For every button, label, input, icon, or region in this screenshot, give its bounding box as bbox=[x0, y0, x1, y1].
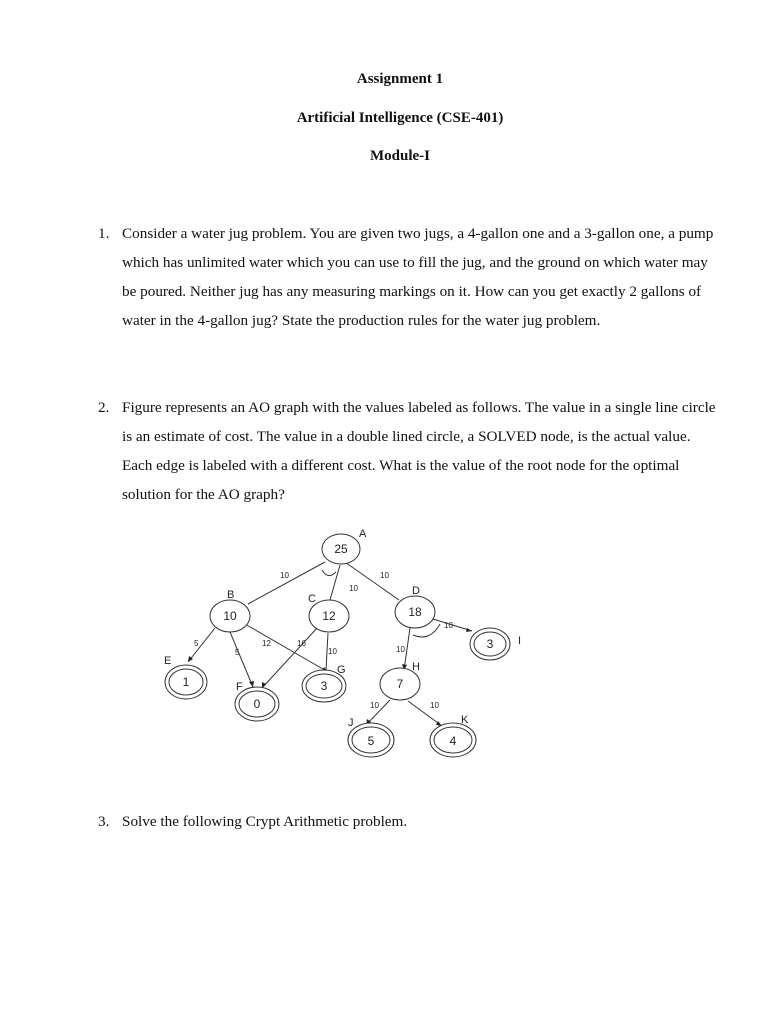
node-value-i: 3 bbox=[486, 637, 494, 651]
question-number: 3. bbox=[98, 813, 110, 830]
edge-label-cf: 16 bbox=[297, 639, 306, 648]
node-letter-f: F bbox=[236, 681, 243, 693]
edge-label-ad: 10 bbox=[380, 571, 389, 580]
node-value-e: 1 bbox=[182, 675, 190, 689]
edge-b-e bbox=[188, 628, 215, 662]
question-text: Solve the following Crypt Arithmetic problem. bbox=[122, 813, 408, 830]
edge-b-f bbox=[230, 632, 253, 687]
edge-a-d bbox=[342, 560, 399, 600]
edge-label-di: 10 bbox=[444, 621, 453, 630]
edge-label-ac: 10 bbox=[349, 584, 358, 593]
node-letter-i: I bbox=[518, 635, 522, 647]
assignment-title: Assignment 1 bbox=[356, 71, 444, 87]
node-letter-e: E bbox=[164, 655, 172, 667]
module-title: Module-I bbox=[370, 148, 430, 164]
node-letter-c: C bbox=[308, 593, 316, 605]
node-value-g: 3 bbox=[320, 679, 328, 693]
question-text: Consider a water jug problem. You are given two jugs, a 4-gallon one and a 3-gallon one, a pump which has unlimited water which you can use to fill the jug, and the ground on which water may be poured. Neither jug has any measuring markings on it. How can you get exactly 2 gallons of water in the 4-gallon jug? State the production rules for the water jug problem. bbox=[122, 225, 714, 329]
node-letter-j: J bbox=[348, 717, 354, 729]
node-value-c: 12 bbox=[322, 609, 336, 623]
node-value-b: 10 bbox=[223, 609, 237, 623]
edge-b-g bbox=[245, 624, 328, 672]
edge-label-dh: 10 bbox=[396, 645, 405, 654]
arrow-head bbox=[249, 681, 254, 687]
node-value-h: 7 bbox=[396, 677, 404, 691]
node-value-f: 0 bbox=[253, 697, 261, 711]
course-title: Artificial Intelligence (CSE-401) bbox=[296, 110, 504, 126]
node-letter-g: G bbox=[337, 664, 346, 676]
node-letter-d: D bbox=[412, 585, 420, 597]
and-arc-a bbox=[322, 570, 336, 576]
edge-label-cg: 10 bbox=[328, 647, 337, 656]
edge-label-bg: 12 bbox=[262, 639, 271, 648]
question-text: Figure represents an AO graph with the values labeled as follows. The value in a single line circle is an estimate of cost. The value in a double lined circle, a SOLVED node, is the actual value. Each edge is labeled with a different cost. What is the value of the root node for the optimal solution for the AO graph? bbox=[122, 399, 716, 503]
question-1 bbox=[98, 219, 718, 335]
node-letter-b: B bbox=[227, 589, 235, 601]
node-value-a: 25 bbox=[334, 542, 348, 556]
arrow-head bbox=[466, 628, 472, 632]
node-value-d: 18 bbox=[408, 605, 422, 619]
question-number: 1. bbox=[98, 225, 110, 242]
edge-label-hj: 10 bbox=[370, 701, 379, 710]
ao-graph-figure bbox=[152, 520, 600, 780]
edge-label-hk: 10 bbox=[430, 701, 439, 710]
node-letter-a: A bbox=[359, 528, 367, 540]
edge-label-be: 5 bbox=[194, 639, 199, 648]
question-3 bbox=[98, 807, 718, 836]
node-letter-h: H bbox=[412, 661, 420, 673]
graph-nodes bbox=[165, 534, 510, 757]
question-2 bbox=[98, 393, 718, 509]
ao-graph bbox=[152, 520, 600, 780]
edge-label-bf: 5 bbox=[235, 648, 240, 657]
node-value-j: 5 bbox=[367, 734, 375, 748]
node-value-k: 4 bbox=[449, 734, 457, 748]
node-letter-k: K bbox=[461, 714, 469, 726]
edge-a-c bbox=[330, 565, 340, 600]
edge-label-ab: 10 bbox=[280, 571, 289, 580]
question-number: 2. bbox=[98, 399, 110, 416]
